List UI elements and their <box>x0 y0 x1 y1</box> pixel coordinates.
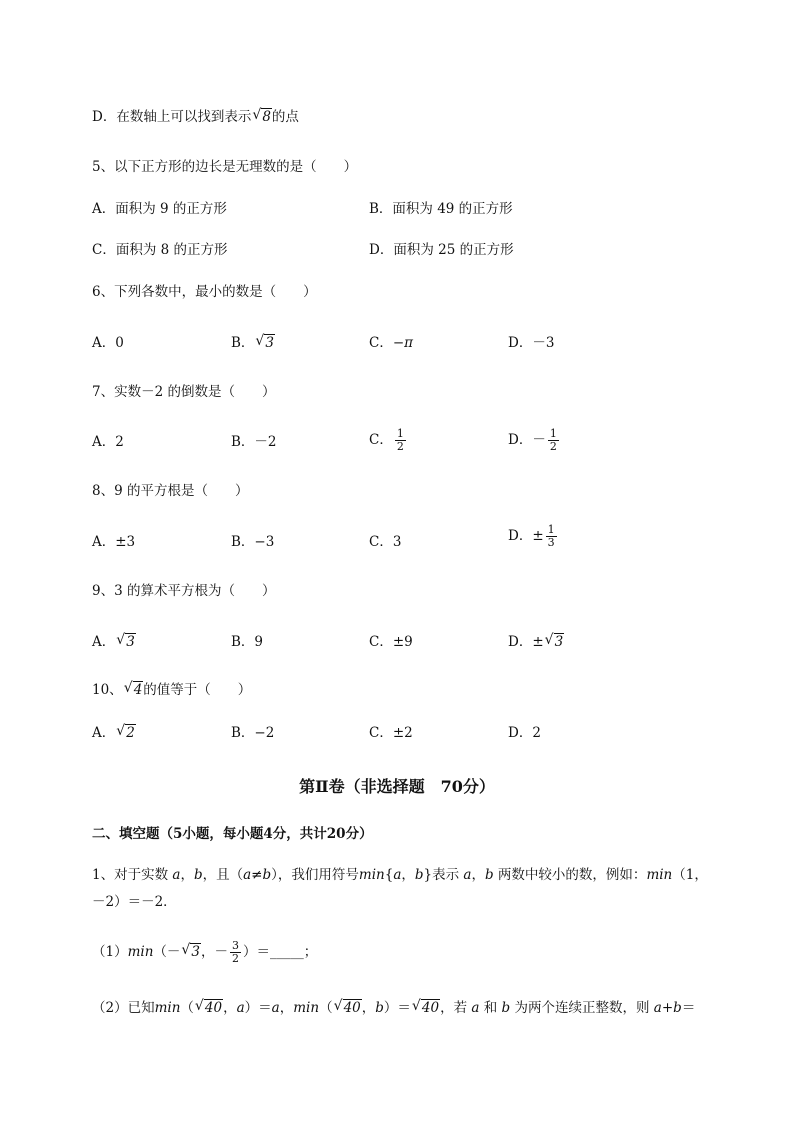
fraction: $\frac{1}{2}$ <box>396 427 404 453</box>
q5-stem: 5、以下正方形的边长是无理数的是（ ） <box>92 159 358 175</box>
q9-option-c: C．±9 <box>369 634 413 650</box>
q4-option-d: D．在数轴上可以找到表示√ 8的点 <box>92 107 299 127</box>
fill1-sub1: （1）min（－√ 3，－ $\frac{3}{2}$ ）＝_____； <box>92 940 317 965</box>
q7-stem: 7、实数－2 的倒数是（ ） <box>92 384 276 400</box>
sqrt-symbol: √ 3 <box>256 333 275 353</box>
q8-option-b: B．−3 <box>231 534 275 550</box>
sqrt-symbol: √ 4 <box>125 680 144 700</box>
q6-option-b: B．√ 3 <box>231 333 275 353</box>
q7-option-c: C． $\frac{1}{2}$ <box>369 427 404 453</box>
q10-option-d: D．2 <box>508 725 541 741</box>
sqrt-symbol: √ 40 <box>335 998 362 1018</box>
q9-option-d: D．±√ 3 <box>508 632 564 652</box>
q5-option-d: D．面积为 25 的正方形 <box>369 242 514 258</box>
sqrt-symbol: √ 2 <box>117 723 136 743</box>
sqrt-symbol: √ 8 <box>253 107 272 127</box>
q6-stem: 6、下列各数中，最小的数是（ ） <box>92 284 317 300</box>
q8-option-a: A．±3 <box>92 534 136 550</box>
q5-option-b: B．面积为 49 的正方形 <box>369 201 513 217</box>
fraction: $\frac{1}{3}$ <box>547 523 555 549</box>
q10-option-a: A．√ 2 <box>92 723 136 743</box>
fill1-line2: －2）＝－2． <box>92 894 177 910</box>
q8-option-d: D．± $\frac{1}{3}$ <box>508 523 555 549</box>
q5-option-c: C．面积为 8 的正方形 <box>92 242 228 258</box>
q7-option-a: A．2 <box>92 434 124 450</box>
q9-stem: 9、3 的算术平方根为（ ） <box>92 583 276 599</box>
q6-option-a: A．0 <box>92 335 124 351</box>
q10-option-b: B．−2 <box>231 725 275 741</box>
part2-title: 第Ⅱ卷（非选择题 70分） <box>299 777 495 796</box>
q9-option-a: A．√ 3 <box>92 632 136 652</box>
q9-option-b: B．9 <box>231 634 264 650</box>
fraction: $\frac{3}{2}$ <box>232 939 240 965</box>
q6-option-c: C．−π <box>369 335 414 351</box>
q10-stem: 10、√ 4的值等于（ ） <box>92 680 251 700</box>
fill1-line1: 1、对于实数 a，b，且（a≠b），我们用符号min{a，b}表示 a，b 两数中较小的数，例如：min（1， <box>92 867 708 883</box>
q8-stem: 8、9 的平方根是（ ） <box>92 483 249 499</box>
q6-option-d: D．－3 <box>508 335 555 351</box>
sqrt-symbol: √ 3 <box>182 942 201 962</box>
fraction: $\frac{1}{2}$ <box>549 427 557 453</box>
q7-option-d: D．－ $\frac{1}{2}$ <box>508 427 557 453</box>
q5-option-a: A．面积为 9 的正方形 <box>92 201 227 217</box>
sqrt-symbol: √ 3 <box>546 632 565 652</box>
section2-title: 二、填空题（5小题，每小题4分，共计20分） <box>92 826 373 842</box>
q10-option-c: C．±2 <box>369 725 413 741</box>
sqrt-symbol: √ 40 <box>413 998 440 1018</box>
sqrt-symbol: √ 40 <box>196 998 223 1018</box>
q7-option-b: B．－2 <box>231 434 277 450</box>
fill1-sub2: （2）已知min（√ 40，a）＝a，min（√ 40，b）＝√ 40，若 a 和 b 为两个连续正整数，则 a+b＝ <box>92 998 695 1018</box>
q8-option-c: C．3 <box>369 534 402 550</box>
sqrt-symbol: √ 3 <box>117 632 136 652</box>
